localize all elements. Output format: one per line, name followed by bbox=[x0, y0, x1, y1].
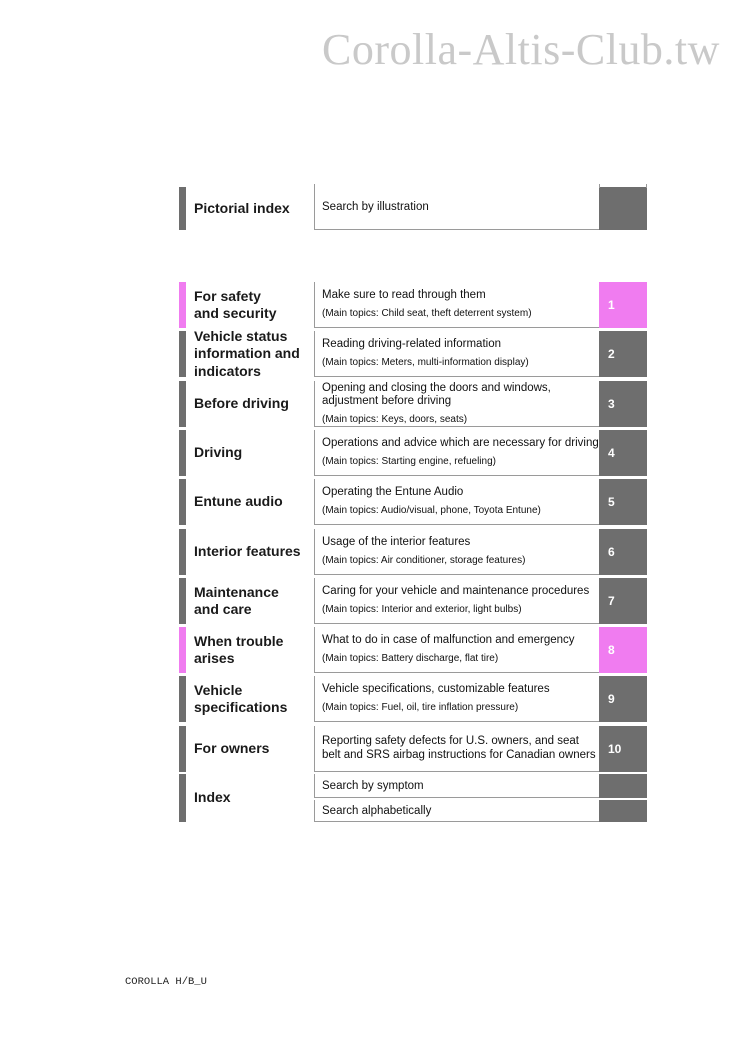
section-description bbox=[314, 676, 599, 722]
section-main-text: Reporting safety defects for U.S. owners, and seat belt and SRS airbag instructions for Canadian owners bbox=[322, 735, 596, 761]
section-tab[interactable] bbox=[599, 187, 647, 230]
section-bar bbox=[179, 578, 186, 624]
section-title: Interior features bbox=[194, 543, 301, 560]
chapter-number-tab[interactable]: 5 bbox=[599, 479, 647, 525]
chapter-number-tab[interactable]: 2 bbox=[599, 331, 647, 377]
chapter-number-tab[interactable]: 6 bbox=[599, 529, 647, 575]
chapter-number-tab[interactable]: 3 bbox=[599, 381, 647, 427]
section-topics: (Main topics: Air conditioner, storage features) bbox=[322, 554, 526, 566]
chapter-number-tab[interactable]: 8 bbox=[599, 627, 647, 673]
section-topics: (Main topics: Meters, multi-information display) bbox=[322, 356, 529, 368]
chapter-number-tab[interactable]: 1 bbox=[599, 282, 647, 328]
section-title: Vehicle status information and indicators bbox=[194, 327, 300, 379]
section-title: Driving bbox=[194, 444, 243, 461]
section-bar bbox=[179, 187, 186, 230]
section-description bbox=[314, 529, 599, 575]
section-topics: (Main topics: Keys, doors, seats) bbox=[322, 413, 468, 425]
section-bar bbox=[179, 479, 186, 525]
section-title: For safety and security bbox=[194, 287, 277, 321]
chapter-row[interactable] bbox=[179, 627, 647, 673]
section-main-text: Operating the Entune Audio bbox=[322, 486, 464, 499]
section-topics: (Main topics: Battery discharge, flat tire) bbox=[322, 652, 499, 664]
section-title: Vehicle specifications bbox=[194, 681, 288, 715]
section-description: Search by illustration bbox=[314, 187, 599, 230]
chapter-number-tab[interactable]: 4 bbox=[599, 430, 647, 476]
chapter-row[interactable] bbox=[179, 282, 647, 328]
corner-tick bbox=[599, 184, 600, 188]
section-description bbox=[314, 331, 599, 377]
chapter-row[interactable] bbox=[179, 381, 647, 427]
section-bar bbox=[179, 627, 186, 673]
corner-tick bbox=[646, 184, 647, 188]
section-topics: (Main topics: Interior and exterior, light bulbs) bbox=[322, 603, 522, 615]
chapter-number-tab[interactable]: 7 bbox=[599, 578, 647, 624]
section-title: Maintenance and care bbox=[194, 583, 279, 617]
search-by-symptom-row[interactable] bbox=[314, 774, 647, 798]
section-description bbox=[314, 726, 599, 772]
section-topics: (Main topics: Audio/visual, phone, Toyota Entune) bbox=[322, 504, 541, 516]
section-title: For owners bbox=[194, 740, 270, 757]
section-main-text: Reading driving-related information bbox=[322, 338, 501, 351]
section-title: Entune audio bbox=[194, 493, 283, 510]
section-title: Index bbox=[194, 789, 231, 806]
footer-code: COROLLA H/B_U bbox=[125, 976, 207, 988]
section-bar bbox=[179, 774, 186, 822]
section-topics: (Main topics: Fuel, oil, tire inflation pressure) bbox=[322, 701, 519, 713]
section-description bbox=[314, 430, 599, 476]
section-main-text: Opening and closing the doors and windows, adjustment before driving bbox=[322, 381, 551, 407]
section-bar bbox=[179, 676, 186, 722]
chapter-number-tab[interactable]: 10 bbox=[599, 726, 647, 772]
watermark: Corolla-Altis-Club.tw bbox=[322, 25, 720, 74]
search-alphabetically-row[interactable] bbox=[314, 800, 647, 822]
section-bar bbox=[179, 430, 186, 476]
chapter-row[interactable] bbox=[179, 430, 647, 476]
section-main-text: Operations and advice which are necessary for driving bbox=[322, 437, 599, 450]
section-bar bbox=[179, 529, 186, 575]
chapter-row[interactable] bbox=[179, 726, 647, 772]
index-tab[interactable] bbox=[599, 774, 647, 798]
section-description bbox=[314, 381, 599, 427]
section-bar bbox=[179, 331, 186, 377]
chapter-row[interactable] bbox=[179, 676, 647, 722]
section-bar bbox=[179, 726, 186, 772]
index-item: Search alphabetically bbox=[314, 800, 599, 822]
section-main-text: Make sure to read through them bbox=[322, 289, 486, 302]
section-topics: (Main topics: Starting engine, refueling) bbox=[322, 455, 496, 467]
section-topics: (Main topics: Child seat, theft deterrent system) bbox=[322, 307, 532, 319]
section-main-text: Caring for your vehicle and maintenance procedures bbox=[322, 585, 590, 598]
section-title: When trouble arises bbox=[194, 632, 284, 666]
section-description bbox=[314, 479, 599, 525]
section-description bbox=[314, 578, 599, 624]
section-description bbox=[314, 627, 599, 673]
section-description bbox=[314, 282, 599, 328]
chapter-number-tab[interactable]: 9 bbox=[599, 676, 647, 722]
index-tab[interactable] bbox=[599, 800, 647, 822]
chapter-row[interactable] bbox=[179, 529, 647, 575]
section-title: Pictorial index bbox=[194, 199, 290, 216]
pictorial-index-row[interactable] bbox=[179, 187, 647, 230]
index-row[interactable] bbox=[179, 774, 647, 822]
section-title: Before driving bbox=[194, 395, 289, 412]
section-bar bbox=[179, 381, 186, 427]
section-bar bbox=[179, 282, 186, 328]
section-main-text: Usage of the interior features bbox=[322, 536, 471, 549]
chapter-row[interactable] bbox=[179, 578, 647, 624]
section-main-text: What to do in case of malfunction and emergency bbox=[322, 634, 575, 647]
chapter-row[interactable] bbox=[179, 479, 647, 525]
section-main-text: Vehicle specifications, customizable features bbox=[322, 683, 550, 696]
corner-tick bbox=[314, 184, 315, 188]
index-item: Search by symptom bbox=[314, 774, 599, 798]
chapter-row[interactable] bbox=[179, 327, 647, 379]
